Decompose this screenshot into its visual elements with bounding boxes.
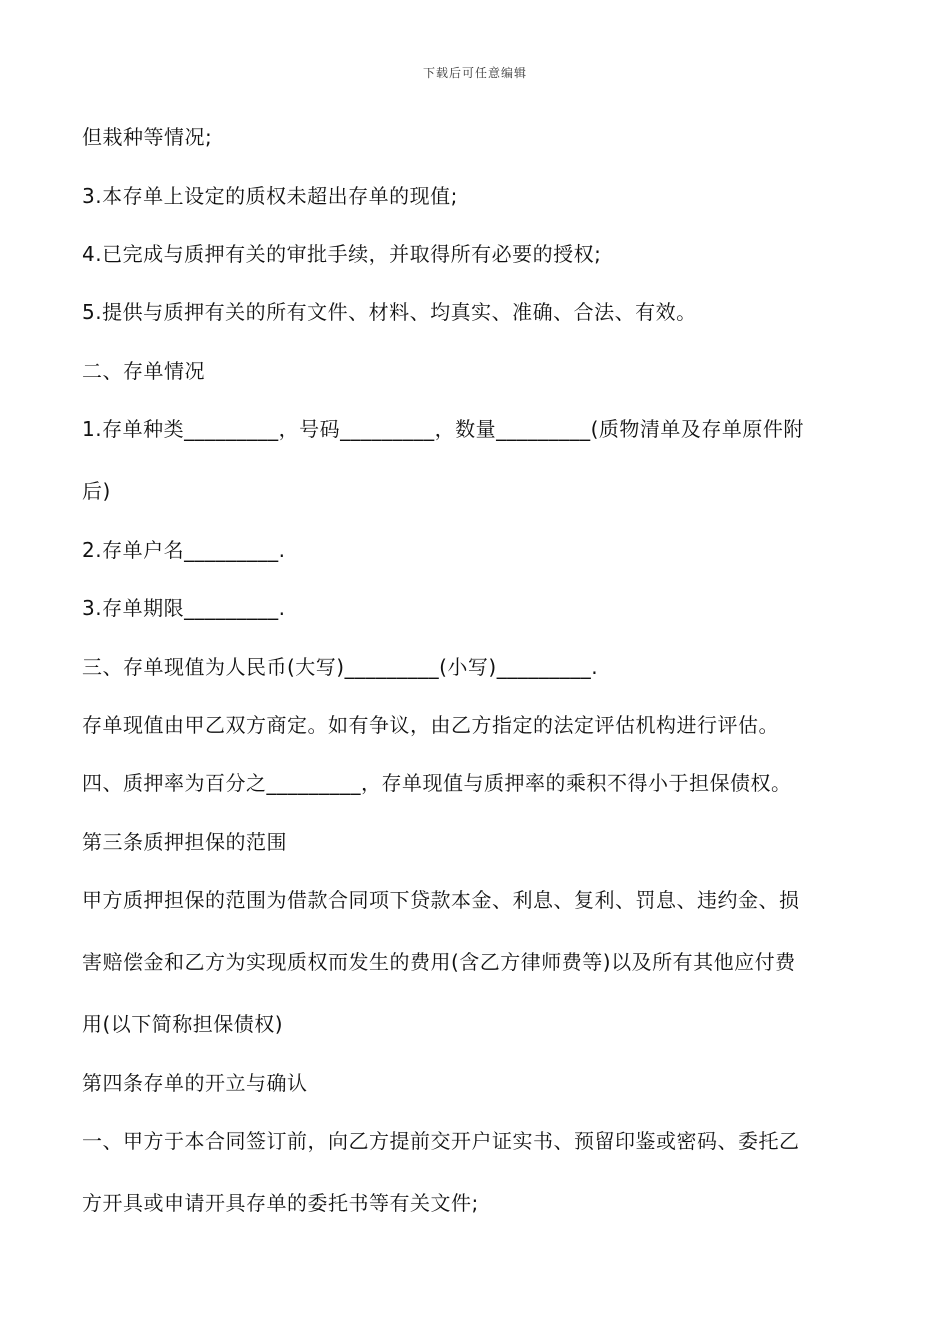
section-heading: 二、存单情况 [82, 359, 205, 383]
text-line: 5.提供与质押有关的所有文件、材料、均真实、准确、合法、有效。 [82, 300, 697, 324]
text-line: 一、甲方于本合同签订前，向乙方提前交开户证实书、预留印鉴或密码、委托乙 [82, 1129, 800, 1153]
article-heading: 第四条存单的开立与确认 [82, 1071, 308, 1095]
section-heading: 三、存单现值为人民币(大写)_________(小写)_________. [82, 655, 599, 679]
article-heading: 第三条质押担保的范围 [82, 830, 287, 854]
text-line: 3.本存单上设定的质权未超出存单的现值; [82, 184, 458, 208]
text-line: 1.存单种类_________，号码_________，数量_________(质物清单及存单原件附 [82, 417, 804, 441]
text-line: 4.已完成与质押有关的审批手续，并取得所有必要的授权; [82, 242, 602, 266]
text-line: 但栽种等情况; [82, 125, 213, 149]
section-heading: 四、质押率为百分之_________，存单现值与质押率的乘积不得小于担保债权。 [82, 771, 792, 795]
text-line: 甲方质押担保的范围为借款合同项下贷款本金、利息、复利、罚息、违约金、损 [82, 888, 800, 912]
text-line: 存单现值由甲乙双方商定。如有争议，由乙方指定的法定评估机构进行评估。 [82, 713, 779, 737]
text-line: 3.存单期限_________. [82, 596, 286, 620]
text-line: 2.存单户名_________. [82, 538, 286, 562]
text-line: 后) [82, 479, 111, 503]
page-header: 下载后可任意编辑 [422, 66, 527, 80]
text-line: 害赔偿金和乙方为实现质权而发生的费用(含乙方律师费等)以及所有其他应付费 [82, 950, 796, 974]
text-line: 方开具或申请开具存单的委托书等有关文件; [82, 1191, 479, 1215]
text-line: 用(以下简称担保债权) [82, 1012, 284, 1036]
